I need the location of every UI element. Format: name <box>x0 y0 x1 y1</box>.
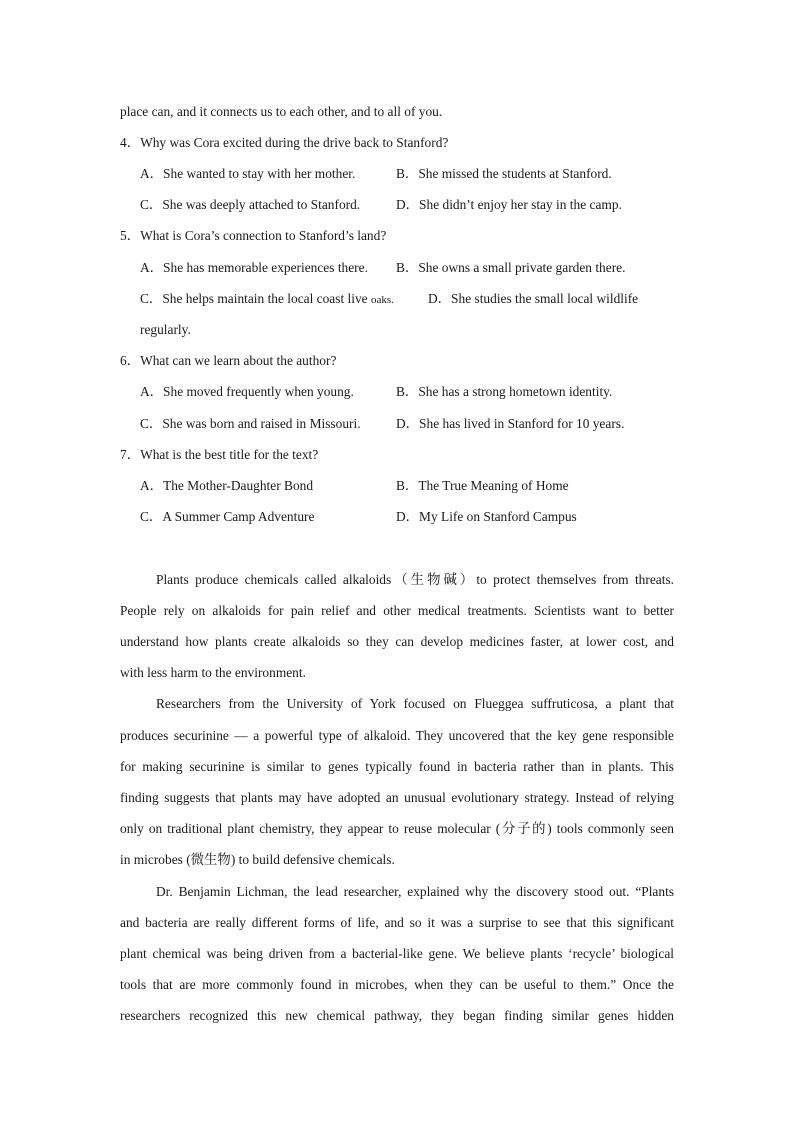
question-6-option-b: B．She has a strong hometown identity. <box>396 384 613 399</box>
question-5-stem: 5．What is Cora’s connection to Stanford’s land? <box>120 228 387 243</box>
question-5-option-d-continued: regularly. <box>140 322 191 337</box>
question-7-option-c: C．A Summer Camp Adventure <box>140 509 315 524</box>
question-5-option-d: D．She studies the small local wildlife <box>428 291 639 306</box>
question-5-option-c <box>140 290 394 309</box>
passage-p2-line-4: finding suggests that plants may have adopted an unusual evolutionary strategy. Instead of relying <box>120 790 674 805</box>
question-4-option-b: B．She missed the students at Stanford. <box>396 166 612 181</box>
question-7-option-d: D．My Life on Stanford Campus <box>396 509 577 524</box>
passage-p1-line-2: People rely on alkaloids for pain relief and other medical treatments. Scientists want to better <box>120 603 674 618</box>
question-7-option-a: A．The Mother-Daughter Bond <box>140 478 314 493</box>
question-5-option-a: A．She has memorable experiences there. <box>140 260 368 275</box>
passage-p1-line-4: with less harm to the environment. <box>120 665 306 680</box>
passage-p3-line-4: tools that are more commonly found in microbes, when they can be useful to them.” Once the <box>120 977 674 992</box>
passage-p2-line-2: produces securinine — a powerful type of alkaloid. They uncovered that the key gene responsible <box>120 728 674 743</box>
question-5-option-c-small: oaks. <box>370 294 394 306</box>
passage-p1-line-3: understand how plants create alkaloids so they can develop medicines faster, at lower cost, and <box>120 634 674 649</box>
question-4-stem: 4．Why was Cora excited during the drive back to Stanford? <box>120 135 449 150</box>
question-7-option-b: B．The True Meaning of Home <box>396 478 569 493</box>
passage-p1-line-1: Plants produce chemicals called alkaloids（生物碱）to protect themselves from threats. <box>156 572 674 587</box>
question-6-stem: 6．What can we learn about the author? <box>120 353 337 368</box>
question-6-option-c: C．She was born and raised in Missouri. <box>140 416 361 431</box>
question-7-stem: 7．What is the best title for the text? <box>120 447 319 462</box>
passage-p2-line-3: for making securinine is similar to genes typically found in bacteria rather than in plants. This <box>120 759 674 774</box>
question-5-option-c-text: C．She helps maintain the local coast live <box>140 291 368 306</box>
passage-p3-line-1: Dr. Benjamin Lichman, the lead researcher, explained why the discovery stood out. “Plants <box>156 884 674 899</box>
question-4-option-d: D．She didn’t enjoy her stay in the camp. <box>396 197 622 212</box>
passage-p2-line-5: only on traditional plant chemistry, they appear to reuse molecular (分子的) tools commonly seen <box>120 821 674 836</box>
intro-line: place can, and it connects us to each other, and to all of you. <box>120 104 443 119</box>
passage-p3-line-5: researchers recognized this new chemical pathway, they began finding similar genes hidden <box>120 1008 674 1023</box>
question-6-option-a: A．She moved frequently when young. <box>140 384 354 399</box>
question-4-option-c: C．She was deeply attached to Stanford. <box>140 197 361 212</box>
passage-p2-line-1: Researchers from the University of York focused on Flueggea suffruticosa, a plant that <box>156 696 674 711</box>
question-5-option-b: B．She owns a small private garden there. <box>396 260 626 275</box>
passage-p2-line-6: in microbes (微生物) to build defensive chemicals. <box>120 852 395 867</box>
passage-p3-line-2: and bacteria are really different forms of life, and so it was a surprise to see that this significant <box>120 915 674 930</box>
question-6-option-d: D．She has lived in Stanford for 10 years. <box>396 416 625 431</box>
passage-p3-line-3: plant chemical was being driven from a bacterial-like gene. We believe plants ‘recycle’ biological <box>120 946 674 961</box>
question-4-option-a: A．She wanted to stay with her mother. <box>140 166 356 181</box>
